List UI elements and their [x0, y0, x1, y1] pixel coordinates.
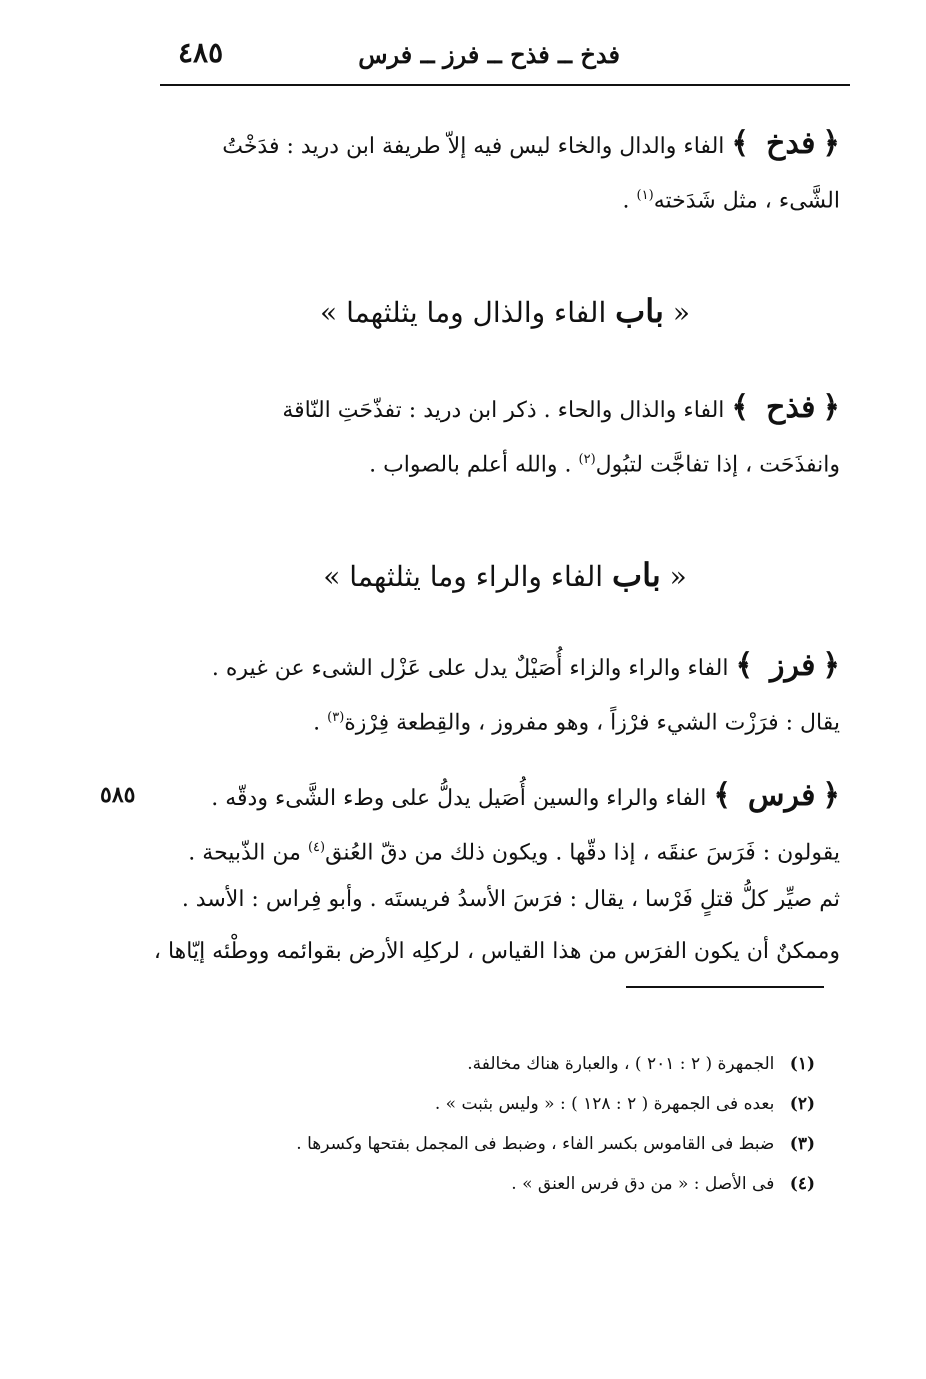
entry-text: .: [622, 188, 630, 214]
entry-text: الفاء والدال والخاء ليس فيه إلاّ طريفة ابن دريد : فدَخْتُ: [222, 134, 725, 159]
footnote-ref: (٣): [327, 710, 345, 725]
entry-line: [150, 118, 840, 170]
entry-text: يقال : فرَزْت الشيء فرْزاً ، وهو مفروز ، والقِطعة فِرْزة: [344, 710, 840, 736]
entry-text: الشَّىء ، مثل شَدَخته: [653, 188, 840, 214]
ornate-bracket-open: ﴿: [822, 390, 840, 425]
footnotes: [296, 1044, 815, 1204]
ornate-bracket-close: ﴾: [713, 778, 731, 813]
footnote-ref: (١): [636, 188, 654, 203]
entry-text: .: [313, 710, 321, 736]
entry-text: . والله أعلم بالصواب .: [369, 452, 572, 478]
ornate-bracket-close: ﴾: [731, 390, 749, 425]
heading-bracket-open: «: [669, 560, 687, 593]
root-word: فدخ: [765, 126, 816, 161]
footnote: [296, 1124, 815, 1164]
section-heading: [160, 556, 850, 594]
heading-bracket-close: »: [320, 296, 338, 329]
entry-line: [150, 926, 840, 978]
running-header: [160, 28, 850, 78]
footnote-number: (٢): [789, 1094, 815, 1114]
ornate-bracket-open: ﴿: [822, 778, 840, 813]
entry-line: [150, 822, 840, 874]
entry-text: من الذّبيحة .: [188, 840, 301, 866]
root-word: فرس: [747, 778, 816, 813]
header-title: فدخ ــ فذح ــ فرز ــ فرس: [358, 40, 620, 69]
footnote-rule: [626, 986, 824, 988]
footnote-text: فى الأصل : « من دق فرس العنق » .: [511, 1174, 775, 1194]
footnote: [300, 1044, 815, 1084]
ornate-bracket-open: ﴿: [822, 126, 840, 161]
entry-text: ثم صيِّر كلُّ قتلٍ فَرْسا ، يقال : فرَسَ الأسدُ فريستَه . وأبو فِراس : الأسد .: [181, 887, 840, 912]
entry-fadhah: [150, 382, 840, 486]
entry-line: [150, 382, 840, 434]
footnote-text: بعده فى الجمهرة ( ٢ : ١٢٨ ) : « وليس بثبت » .: [434, 1094, 775, 1114]
ornate-bracket-open: ﴿: [822, 648, 840, 683]
heading-bab: باب: [611, 556, 661, 594]
entry-text: الفاء والراء والسين أُصَيل يدلُّ على وطء الشَّىء ودقّه .: [211, 786, 707, 811]
entry-line: [150, 434, 840, 486]
entry-text: وممكنٌ أن يكون الفرَس من هذا القياس ، لركلِه الأرض بقوائمه ووطْئه إيّاها ،: [153, 939, 840, 964]
section-heading: [160, 292, 850, 330]
entry-line: [150, 770, 840, 822]
entry-text: يقولون : فَرَسَ عنقَه ، إذا دقّها . ويكون ذلك من دقّ العُنق: [325, 840, 840, 866]
footnote-number: (٤): [789, 1174, 815, 1194]
heading-bracket-close: »: [323, 560, 341, 593]
heading-bracket-open: «: [672, 296, 690, 329]
header-rule: [160, 84, 850, 86]
footnote-ref: (٢): [578, 452, 596, 467]
heading-title: الفاء والراء وما يثلثهما: [349, 560, 604, 593]
footnote-ref: (٤): [307, 840, 326, 855]
footnote-number: (٣): [789, 1134, 815, 1154]
footnote-number: (١): [789, 1054, 815, 1074]
entry-text: الفاء والذال والحاء . ذكر ابن دريد : تفذّحَتِ النّاقة: [282, 398, 725, 423]
footnote: [300, 1084, 815, 1124]
footnote-text: ضبط فى القاموس بكسر الفاء ، وضبط فى المجمل بفتحها وكسرها .: [296, 1134, 775, 1154]
heading-title: الفاء والذال وما يثلثهما: [346, 296, 607, 329]
root-word: فرز: [770, 648, 816, 683]
entry-line: [150, 170, 840, 222]
margin-page-number: ٥٨٥: [100, 782, 136, 808]
footnote: [300, 1164, 815, 1204]
entry-line: [150, 640, 840, 692]
ornate-bracket-close: ﴾: [731, 126, 749, 161]
entry-line: [150, 874, 840, 926]
entry-text: الفاء والراء والزاء أُصَيْلٌ يدل على عَزْل الشىء عن غيره .: [211, 656, 729, 681]
footnote-text: الجمهرة ( ٢ : ٢٠١ ) ، والعبارة هناك مخالفة.: [467, 1054, 775, 1074]
entry-fadakh: [150, 118, 840, 222]
root-word: فذح: [765, 390, 816, 425]
entry-faraz: [150, 640, 840, 744]
page-number: ٤٨٥: [178, 36, 224, 69]
ornate-bracket-close: ﴾: [735, 648, 754, 683]
entry-line: [150, 692, 840, 744]
entry-faras: [150, 770, 840, 978]
entry-text: وانفذَحَت ، إذا تفاجَّت لتبُول: [595, 452, 840, 478]
heading-bab: باب: [615, 292, 664, 330]
